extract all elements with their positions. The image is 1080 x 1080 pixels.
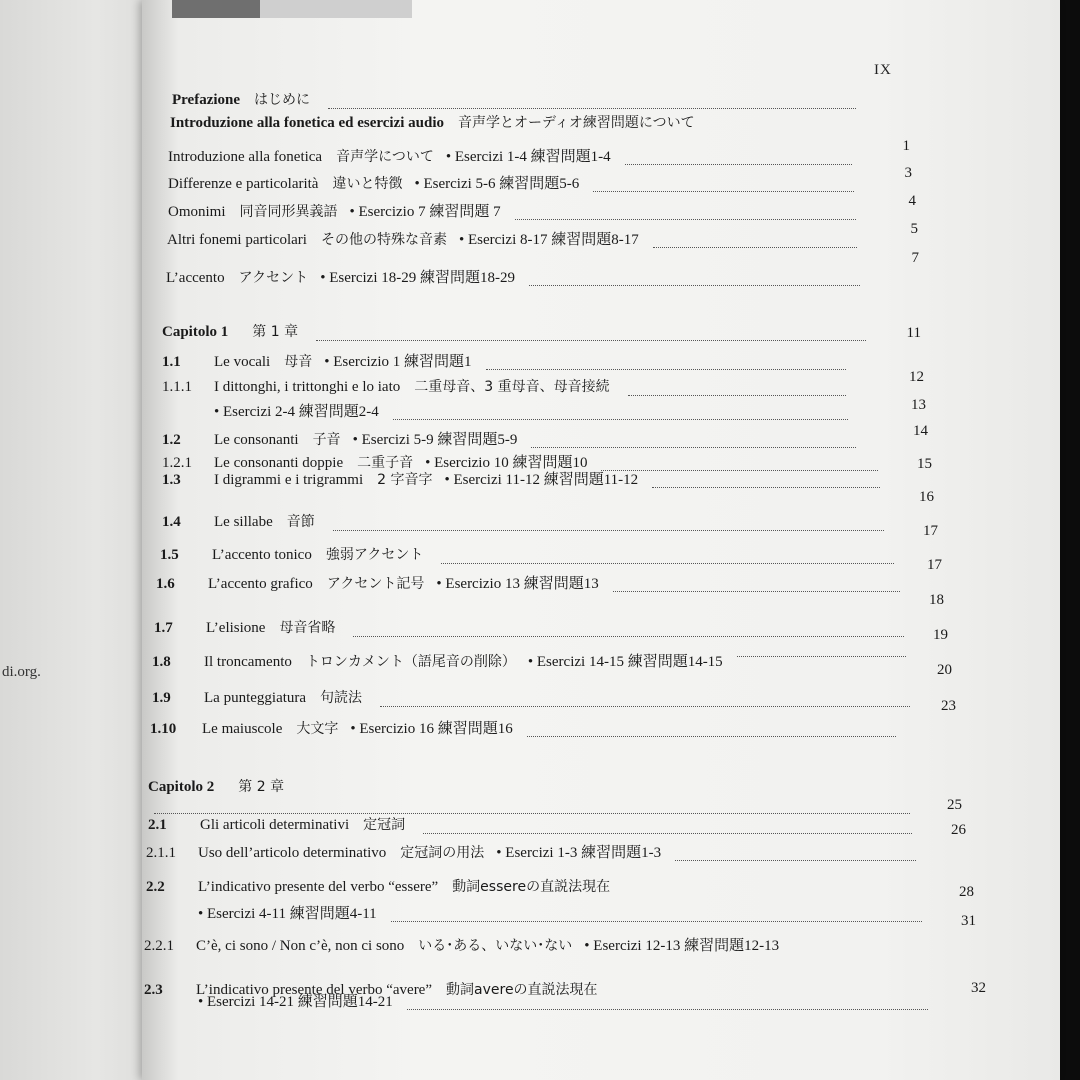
page-number: 13 xyxy=(911,397,926,413)
toc-entry: Altri fonemi particolari その他の特殊な音素 • Esercizi 8-17 練習問題8-17 xyxy=(167,228,863,252)
page-number: 3 xyxy=(904,165,912,181)
left-page xyxy=(0,0,160,1080)
page-number: 19 xyxy=(933,627,948,643)
page-number: 20 xyxy=(937,662,952,678)
toc-entry: 1.1.1 I dittonghi, i trittonghi e lo iato 二重母音、3 重母音、母音接続 xyxy=(162,376,852,400)
chapter-heading: Capitolo 2 第 2 章 xyxy=(148,779,285,795)
page-number: 23 xyxy=(941,698,956,714)
page-number: 12 xyxy=(909,369,924,385)
toc-entry: 1.7 L’elisione 母音省略 xyxy=(154,617,910,641)
toc-entry: 1.5 L’accento tonico 強弱アクセント xyxy=(160,544,900,568)
left-page-fragment: di.org. xyxy=(2,664,41,680)
toc-entry: 1.6 L’accento grafico アクセント記号 • Esercizio 13 練習問題13 xyxy=(156,572,906,596)
header-band xyxy=(172,0,412,18)
toc-entry: 1.2.1 Le consonanti doppie 二重子音 • Esercizio 10 練習問題10 xyxy=(162,451,884,475)
page-number: 14 xyxy=(913,423,928,439)
page-number: 16 xyxy=(919,489,934,505)
toc-entry: Omonimi 同音同形異義語 • Esercizio 7 練習問題 7 xyxy=(168,200,862,224)
page-number: 26 xyxy=(951,822,966,838)
chapter-heading: Capitolo 1 第 1 章 xyxy=(162,321,872,345)
toc-entry: 1.8 Il troncamento トロンカメント（語尾音の削除） • Esercizi 14-15 練習問題14-15 xyxy=(152,637,912,661)
toc-entry: 2.2.1 C’è, ci sono / Non c’è, non ci sono いる･ある、いない･ない • Esercizi 12-13 練習問題12-13 xyxy=(144,938,780,954)
toc-entry: Prefazione はじめに xyxy=(172,89,862,113)
page-number: 4 xyxy=(908,193,916,209)
toc-entry: 2.3 L’indicativo presente del verbo “avere” 動詞avereの直説法現在 xyxy=(144,982,598,998)
page-number: 18 xyxy=(929,592,944,608)
page-number: 15 xyxy=(917,456,932,472)
page-number: 5 xyxy=(910,221,918,237)
toc-entry: 1.9 La punteggiatura 句読法 xyxy=(152,687,916,711)
page-number: 31 xyxy=(961,913,976,929)
toc-entry: 1.4 Le sillabe 音節 xyxy=(162,511,890,535)
toc-entry: • Esercizi 4-11 練習問題4-11 xyxy=(198,902,928,926)
toc-entry: 2.2 L’indicativo presente del verbo “essere” 動詞essereの直説法現在 xyxy=(146,879,611,895)
page-number: 1 xyxy=(902,138,910,154)
toc-entry: Differenze e particolarità 違いと特徴 • Esercizi 5-6 練習問題5-6 xyxy=(168,172,860,196)
toc-entry: Introduzione alla fonetica ed esercizi audio 音声学とオーディオ練習問題について xyxy=(170,115,695,131)
toc-page xyxy=(142,0,1060,1080)
page-number: 25 xyxy=(947,797,962,813)
page-number: 28 xyxy=(959,884,974,900)
page-number: 32 xyxy=(971,980,986,996)
toc-entry: 2.1 Gli articoli determinativi 定冠詞 xyxy=(148,814,918,838)
page-number: 17 xyxy=(927,557,942,573)
toc-entry: 1.2 Le consonanti 子音 • Esercizi 5-9 練習問題5-9 xyxy=(162,428,862,452)
toc-entry: L’accento アクセント • Esercizi 18-29 練習問題18-29 xyxy=(166,266,866,290)
roman-page-number: IX xyxy=(874,62,892,78)
toc-entry: • Esercizi 2-4 練習問題2-4 xyxy=(214,400,854,424)
toc-entry: 1.3 I digrammi e i trigrammi 2 字音字 • Esercizi 11-12 練習問題11-12 xyxy=(162,468,886,492)
toc-entry: • Esercizi 14-21 練習問題14-21 xyxy=(198,990,934,1014)
toc-entry: Introduzione alla fonetica 音声学について • Esercizi 1-4 練習問題1-4 xyxy=(168,145,858,169)
page-number: 11 xyxy=(906,325,921,341)
toc-entry: 2.1.1 Uso dell’articolo determinativo 定冠詞の用法 • Esercizi 1-3 練習問題1-3 xyxy=(146,841,922,865)
page-number: 17 xyxy=(923,523,938,539)
toc-entry: 1.1 Le vocali 母音 • Esercizio 1 練習問題1 xyxy=(162,350,852,374)
page-number: 7 xyxy=(911,250,919,266)
toc-entry: 1.10 Le maiuscole 大文字 • Esercizio 16 練習問題16 xyxy=(150,717,902,741)
